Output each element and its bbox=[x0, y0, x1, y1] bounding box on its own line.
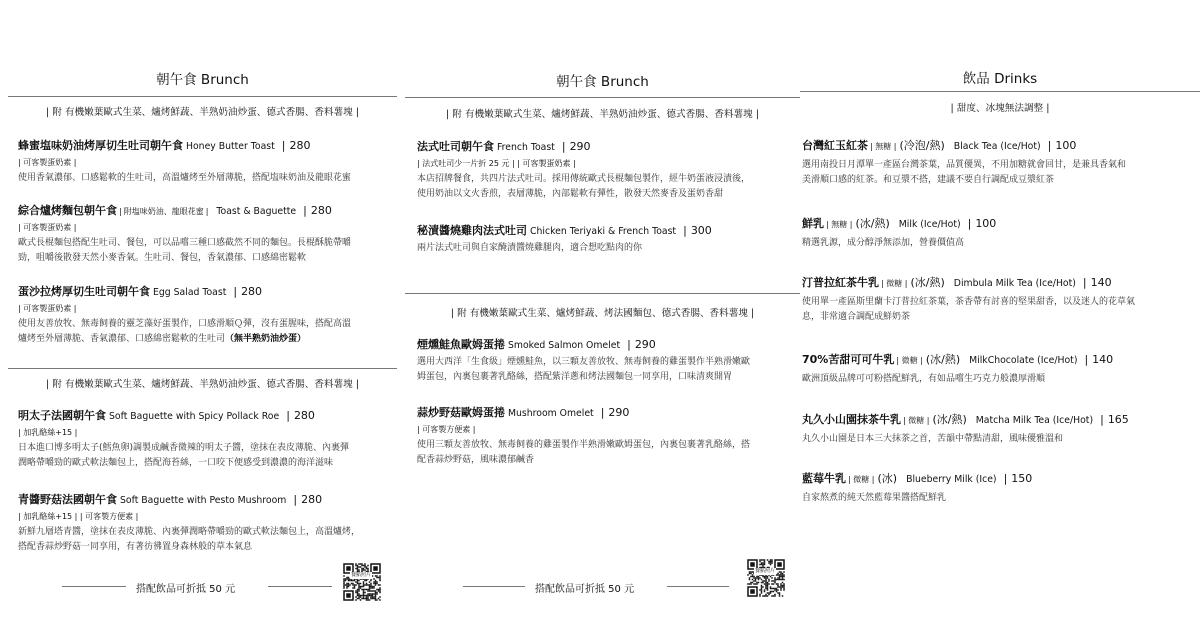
item-note: | 法式吐司少一片折 25 元 | | 可客製蛋奶素 | bbox=[417, 159, 576, 168]
item-english-name: Smoked Salmon Omelet bbox=[508, 340, 621, 351]
item-price: 290 bbox=[569, 140, 591, 153]
drink-temperature: (冰) bbox=[877, 472, 898, 485]
item-english-name: French Toast bbox=[497, 142, 555, 153]
drink-item: 汀普拉紅茶牛乳 | 微糖 | (冰/熱) Dimbula Milk Tea (Ice/Hot) | 140 使用單一產區斯里蘭卡汀普拉紅茶葉，茶香帶有討喜的堅果甜香，以及迷人的花草氣 息，非常適合調配成鮮奶茶 bbox=[802, 276, 1198, 325]
divider bbox=[405, 97, 800, 98]
drink-price: 140 bbox=[1092, 353, 1114, 366]
drink-name: 藍莓牛乳 bbox=[802, 472, 846, 485]
item-description: 使用三顆友善放牧、無毒飼養的雞蛋製作半熟滑嫩歐姆蛋包，內裏包裹著乳酪絲，搭 配香蒜炒野菇，風味濃郁鹹香 bbox=[417, 440, 751, 465]
drink-sweetness: | 微糖 | bbox=[881, 279, 908, 288]
item-name: 煙燻鮭魚歐姆蛋捲 bbox=[417, 338, 505, 351]
item-description: 使用香氣濃郁、口感鬆軟的生吐司，高溫爐烤至外層薄脆，搭配塩味奶油及龍眼花蜜 bbox=[18, 173, 352, 183]
footer-line-left bbox=[62, 586, 126, 587]
divider bbox=[8, 368, 397, 369]
item-price: 280 bbox=[310, 204, 332, 217]
drink-price: 100 bbox=[975, 217, 997, 230]
drink-name: 汀普拉紅茶牛乳 bbox=[802, 276, 879, 289]
drink-description: 丸久小山園是日本三大抹茶之首，苦韻中帶點清甜，風味優雅溫和 bbox=[802, 434, 1064, 444]
item-name: 法式吐司朝午食 bbox=[417, 140, 494, 153]
drink-sweetness: | 無糖 | bbox=[870, 142, 897, 151]
drink-english-name: Black Tea (Ice/Hot) bbox=[953, 141, 1041, 152]
drink-discount-note: 搭配飲品可折抵 50 元 bbox=[136, 584, 236, 595]
item-note: | 可客製蛋奶素 | bbox=[18, 223, 77, 232]
drink-description: 自家熬煮的純天然藍莓果醬搭配鮮乳 bbox=[802, 493, 947, 503]
menu-item: 煙燻鮭魚歐姆蛋捲 Smoked Salmon Omelet | 290 選用大西洋「生食級」煙燻鮭魚，以三顆友善放牧、無毒飼養的雞蛋製作半熟滑嫩歐 姆蛋包，內裏包裹著乳酪絲，搭配紫洋蔥和烤法國麵包一同享用，口味清爽開胃 bbox=[417, 338, 796, 385]
qr-label: 餐點照片 bbox=[351, 572, 372, 578]
drink-english-name: MilkChocolate (Ice/Hot) bbox=[969, 355, 1078, 366]
menu-item: 綜合爐烤麵包朝午食 | 附塩味奶油、龍眼花蜜 | Toast & Baguette | 280 | 可客製蛋奶素 | 歐式長棍麵包搭配生吐司、餐包，可以品嚐三種口感截然不同的麵包。長棍酥脆帶嚼 勁，咀嚼後散發天然小麥香氣。生吐司、餐包，香氣濃郁、口感綿密鬆軟 bbox=[18, 204, 401, 266]
menu-item: 明太子法國朝午食 Soft Baguette with Spicy Pollack Roe | 280 | 加乳酪絲+15 | 日本進口博多明太子(鱈魚卵)調製成鹹香微辣的明太子醬，塗抹在表皮薄脆、內裏彈 潤略帶嚼勁的歐式軟法麵包上，搭配海苔絲，一口咬下便感受到濃濃的海洋滋味 bbox=[18, 409, 401, 471]
item-name: 綜合爐烤麵包朝午食 bbox=[18, 204, 117, 217]
drink-temperature: (冰/熱) bbox=[910, 276, 945, 289]
qr-code-pattern bbox=[343, 557, 381, 607]
drink-description: 精選乳源，成分醇淨無添加，營養價值高 bbox=[802, 238, 965, 248]
drink-temperature: (冰/熱) bbox=[925, 353, 961, 366]
drink-name: 鮮乳 bbox=[802, 217, 824, 230]
panel-title: 飲品 Drinks bbox=[962, 71, 1038, 87]
item-price: 280 bbox=[289, 139, 311, 152]
qr-label: 餐點照片 bbox=[755, 568, 776, 574]
drink-english-name: Matcha Milk Tea (Ice/Hot) bbox=[975, 415, 1094, 426]
item-name: 蜂蜜塩味奶油烤厚切生吐司朝午食 bbox=[18, 139, 183, 152]
drinks-menu-panel bbox=[800, 0, 1200, 628]
includes-band: | 附 有機嫩葉歐式生菜、爐烤鮮蔬、半熟奶油炒蛋、德式香腸、香料薯塊 | bbox=[445, 109, 760, 120]
item-note: | 加乳酪絲+15 | | 可客製方便素 | bbox=[18, 512, 139, 521]
drink-price: 140 bbox=[1090, 276, 1112, 289]
menu-item: 蜂蜜塩味奶油烤厚切生吐司朝午食 Honey Butter Toast | 280 | 可客製蛋奶素 | 使用香氣濃郁、口感鬆軟的生吐司，高溫爐烤至外層薄脆，搭配塩味奶油及龍眼花蜜 bbox=[18, 139, 401, 186]
qr-code[interactable] bbox=[747, 553, 785, 603]
drink-sweetness: | 微糖 | bbox=[848, 475, 875, 484]
item-name: 青醬野菇法國朝午食 bbox=[18, 493, 117, 506]
item-description: 兩片法式吐司與自家醃漬醬燒雞腿肉，適合想吃點肉的你 bbox=[417, 243, 643, 253]
drink-description: 選用南投日月潭單一產區台灣茶葉，品質優異，不用加糖就會回甘，是兼具香氣和 美滑順口感的紅茶。和豆漿不搭，建議不要自行調配成豆漿紅茶 bbox=[802, 160, 1127, 185]
qr-code-pattern bbox=[747, 553, 785, 603]
sweetness-ice-note: | 甜度、冰塊無法調整 | bbox=[950, 103, 1050, 114]
qr-code[interactable] bbox=[343, 557, 381, 607]
item-price: 280 bbox=[241, 285, 263, 298]
item-name: 蛋沙拉烤厚切生吐司朝午食 bbox=[18, 285, 150, 298]
drink-sweetness: | 無糖 | bbox=[826, 220, 853, 229]
drink-temperature: (冰/熱) bbox=[932, 413, 967, 426]
item-description: 本店招牌餐食，共四片法式吐司。採用傳統歐式長棍麵包製作，經牛奶蛋液浸漬後， 使用奶油以文火香煎，表層薄脆，內部鬆軟有彈性，散發天然麥香及蛋奶香甜 bbox=[417, 174, 751, 199]
item-name: 秘漬醬燒雞肉法式吐司 bbox=[417, 224, 527, 237]
drink-name: 台灣紅玉紅茶 bbox=[802, 139, 868, 152]
includes-band: | 附 有機嫩葉歐式生菜、爐烤鮮蔬、烤法國麵包、德式香腸、香料薯塊 | bbox=[450, 308, 755, 319]
divider bbox=[405, 293, 800, 294]
item-english-name: Egg Salad Toast bbox=[153, 287, 227, 298]
drink-english-name: Blueberry Milk (Ice) bbox=[906, 474, 997, 485]
item-description: 使用友善放牧、無毒飼養的靈芝藻好蛋製作，口感滑順Ｑ彈，沒有蛋腥味，搭配高溫 爐烤至外層薄脆、香氣濃郁、口感綿密鬆軟的生吐司（無半熟奶油炒蛋） bbox=[18, 319, 352, 344]
drink-name: 70%苦甜可可牛乳 bbox=[802, 353, 895, 366]
item-english-name: Toast & Baguette bbox=[216, 206, 297, 217]
item-english-name: Mushroom Omelet bbox=[508, 408, 594, 419]
menu-item: 蛋沙拉烤厚切生吐司朝午食 Egg Salad Toast | 280 | 可客製蛋奶素 | 使用友善放牧、無毒飼養的靈芝藻好蛋製作，口感滑順Ｑ彈，沒有蛋腥味，搭配高溫 爐烤至外層薄脆、香氣濃郁、口感綿密鬆軟的生吐司（無半熟奶油炒蛋） bbox=[18, 285, 401, 347]
item-english-name: Chicken Teriyaki & French Toast bbox=[530, 226, 677, 237]
panel-title: 朝午食 Brunch bbox=[156, 72, 249, 88]
drink-temperature: (冷泡/熱) bbox=[899, 139, 945, 152]
drink-item: 70%苦甜可可牛乳 | 微糖 | (冰/熱) MilkChocolate (Ice/Hot) | 140 歐洲頂級品牌可可粉搭配鮮乳，有如品嚐生巧克力般濃厚滑順 bbox=[802, 353, 1198, 387]
footer-line-right bbox=[667, 586, 729, 587]
drink-price: 165 bbox=[1107, 413, 1129, 426]
menu-item: 青醬野菇法國朝午食 Soft Baguette with Pesto Mushroom | 280 | 加乳酪絲+15 | | 可客製方便素 | 新鮮九層塔青醬，塗抹在表皮薄脆、內裏彈潤略帶嚼勁的歐式軟法麵包上，高溫爐烤， 搭配香蒜炒野菇一同享用，有著彷彿置身森林般的草本氣息 bbox=[18, 493, 401, 555]
drink-item: 丸久小山園抹茶牛乳 | 微糖 | (冰/熱) Matcha Milk Tea (Ice/Hot) | 165 丸久小山園是日本三大抹茶之首，苦韻中帶點清甜，風味優雅溫和 bbox=[802, 413, 1198, 447]
item-price: 290 bbox=[608, 406, 630, 419]
item-note: | 可客製蛋奶素 | bbox=[18, 304, 77, 313]
drink-sweetness: | 微糖 | bbox=[903, 416, 930, 425]
includes-band: | 附 有機嫩葉歐式生菜、爐烤鮮蔬、半熟奶油炒蛋、德式香腸、香料薯塊 | bbox=[45, 379, 360, 390]
item-english-name: Honey Butter Toast bbox=[186, 141, 275, 152]
drink-item: 鮮乳 | 無糖 | (冰/熱) Milk (Ice/Hot) | 100 精選乳源，成分醇淨無添加，營養價值高 bbox=[802, 217, 1198, 251]
item-note: | 加乳酪絲+15 | bbox=[18, 428, 78, 437]
divider bbox=[800, 91, 1200, 92]
drink-description: 歐洲頂級品牌可可粉搭配鮮乳，有如品嚐生巧克力般濃厚滑順 bbox=[802, 374, 1046, 384]
divider bbox=[8, 96, 397, 97]
drink-english-name: Milk (Ice/Hot) bbox=[898, 219, 961, 230]
item-price: 280 bbox=[301, 493, 323, 506]
drink-price: 100 bbox=[1055, 139, 1077, 152]
includes-band: | 附 有機嫩葉歐式生菜、爐烤鮮蔬、半熟奶油炒蛋、德式香腸、香料薯塊 | bbox=[45, 107, 360, 118]
item-description: 歐式長棍麵包搭配生吐司、餐包，可以品嚐三種口感截然不同的麵包。長棍酥脆帶嚼 勁，咀嚼後散發天然小麥香氣。生吐司、餐包，香氣濃郁、口感綿密鬆軟 bbox=[18, 238, 352, 263]
drink-description: 使用單一產區斯里蘭卡汀普拉紅茶葉，茶香帶有討喜的堅果甜香，以及迷人的花草氣 息，非常適合調配成鮮奶茶 bbox=[802, 297, 1136, 322]
item-name: 蒜炒野菇歐姆蛋捲 bbox=[417, 406, 505, 419]
item-description: 選用大西洋「生食級」煙燻鮭魚，以三顆友善放牧、無毒飼養的雞蛋製作半熟滑嫩歐 姆蛋包，內裏包裹著乳酪絲，搭配紫洋蔥和烤法國麵包一同享用，口味清爽開胃 bbox=[417, 357, 751, 382]
item-name: 明太子法國朝午食 bbox=[18, 409, 106, 422]
item-side-note: 附塩味奶油、龍眼花蜜 bbox=[123, 207, 204, 216]
menu-item: 蒜炒野菇歐姆蛋捲 Mushroom Omelet | 290 | 可客製方便素 | 使用三顆友善放牧、無毒飼養的雞蛋製作半熟滑嫩歐姆蛋包，內裏包裹著乳酪絲，搭 配香蒜炒野菇，風味濃郁鹹香 bbox=[417, 406, 796, 468]
footer-line-left bbox=[463, 586, 525, 587]
brunch-menu-panel-2 bbox=[405, 0, 800, 628]
item-description: 日本進口博多明太子(鱈魚卵)調製成鹹香微辣的明太子醬，塗抹在表皮薄脆、內裏彈 潤略帶嚼勁的歐式軟法麵包上，搭配海苔絲，一口咬下便感受到濃濃的海洋滋味 bbox=[18, 443, 350, 468]
drink-name: 丸久小山園抹茶牛乳 bbox=[802, 413, 901, 426]
brunch-menu-panel-1 bbox=[0, 0, 405, 628]
item-price: 290 bbox=[634, 338, 656, 351]
item-note: | 可客製蛋奶素 | bbox=[18, 158, 77, 167]
item-price: 300 bbox=[690, 224, 712, 237]
drink-item: 藍莓牛乳 | 微糖 | (冰) Blueberry Milk (Ice) | 150 自家熬煮的純天然藍莓果醬搭配鮮乳 bbox=[802, 472, 1198, 506]
drink-discount-note: 搭配飲品可折抵 50 元 bbox=[535, 584, 635, 595]
menu-item: 秘漬醬燒雞肉法式吐司 Chicken Teriyaki & French Toast | 300 兩片法式吐司與自家醃漬醬燒雞腿肉，適合想吃點肉的你 bbox=[417, 224, 796, 256]
drink-temperature: (冰/熱) bbox=[855, 217, 890, 230]
drink-price: 150 bbox=[1011, 472, 1033, 485]
item-english-name: Soft Baguette with Spicy Pollack Roe bbox=[109, 411, 280, 422]
item-english-name: Soft Baguette with Pesto Mushroom bbox=[120, 495, 287, 506]
menu-item: 法式吐司朝午食 French Toast | 290 | 法式吐司少一片折 25 元 | | 可客製蛋奶素 | 本店招牌餐食，共四片法式吐司。採用傳統歐式長棍麵包製作，經牛奶蛋液浸漬後， 使用奶油以文火香煎，表層薄脆，內部鬆軟有彈性，散發天然麥香及蛋奶香甜 bbox=[417, 140, 796, 202]
drink-sweetness: | 微糖 | bbox=[896, 356, 923, 365]
footer-line-right bbox=[268, 586, 332, 587]
item-description: 新鮮九層塔青醬，塗抹在表皮薄脆、內裏彈潤略帶嚼勁的歐式軟法麵包上，高溫爐烤， 搭配香蒜炒野菇一同享用，有著彷彿置身森林般的草本氣息 bbox=[18, 527, 361, 552]
panel-title: 朝午食 Brunch bbox=[556, 74, 649, 90]
item-price: 280 bbox=[293, 409, 315, 422]
drink-item: 台灣紅玉紅茶 | 無糖 | (冷泡/熱) Black Tea (Ice/Hot) | 100 選用南投日月潭單一產區台灣茶葉，品質優異，不用加糖就會回甘，是兼具香氣和 美滑順口感的紅茶。和豆漿不搭，建議不要自行調配成豆漿紅茶 bbox=[802, 139, 1198, 188]
item-note: | 可客製方便素 | bbox=[417, 425, 476, 434]
drink-english-name: Dimbula Milk Tea (Ice/Hot) bbox=[953, 278, 1076, 289]
